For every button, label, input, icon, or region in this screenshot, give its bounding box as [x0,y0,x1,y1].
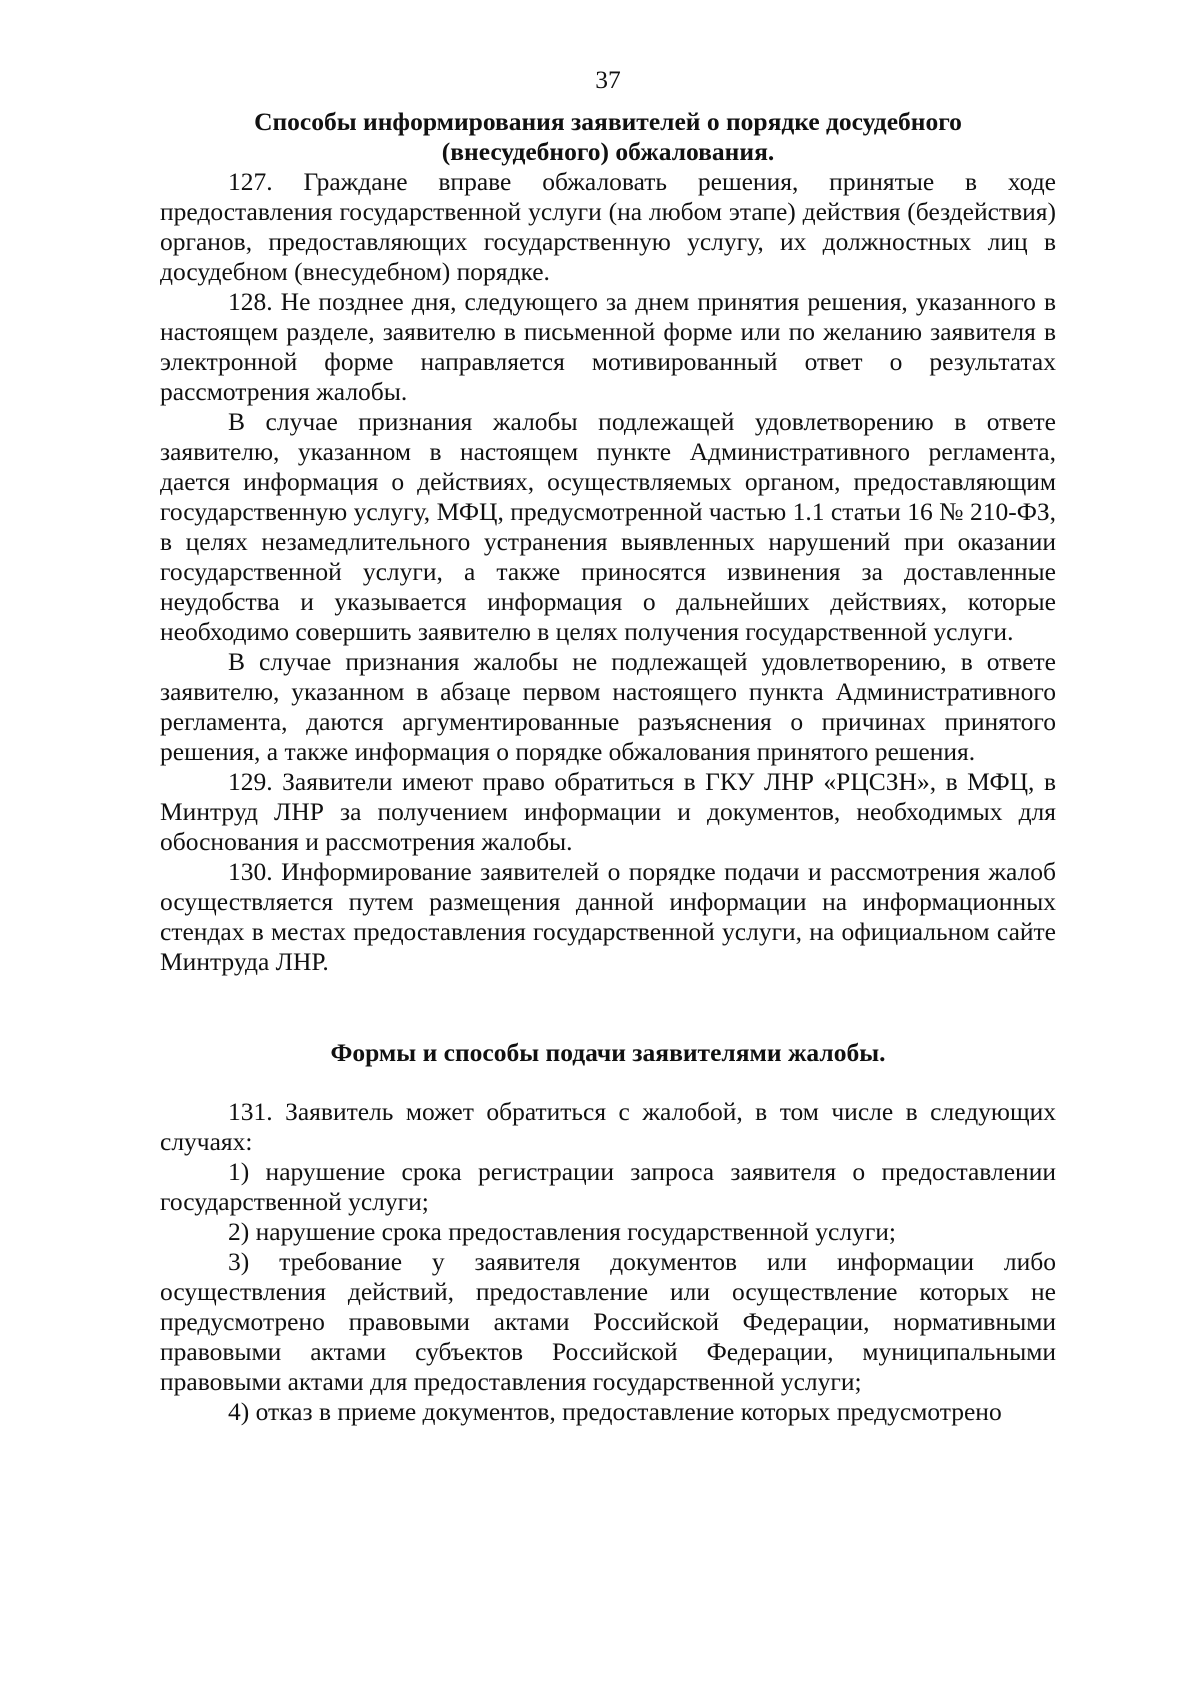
section-heading-appeal-info [160,107,1056,167]
paragraph-128: 128. Не позднее дня, следующего за днем принятия решения, указанного в настоящем разделе, заявителю в письменной форме или по желанию заявителя в электронной форме направляется мотивированный ответ о результатах рассмотрения жалобы. [160,287,1056,406]
paragraph-128-satisfied: В случае признания жалобы подлежащей удовлетворению в ответе заявителю, указанном в настоящем пункте Административного регламента, дается информация о действиях, осуществляемых органом, предоставляющим государственную услугу, МФЦ, предусмотренной частью 1.1 статьи 16 № 210-ФЗ, в целях незамедлительного устранения выявленных нарушений при оказании государственной услуги, а также приносятся извинения за доставленные неудобства и указывается информация о дальнейших действиях, которые необходимо совершить заявителю в целях получения государственной услуги. [160,407,1056,646]
paragraph-127: 127. Граждане вправе обжаловать решения, принятые в ходе предоставления государственной услуги (на любом этапе) действия (бездействия) органов, предоставляющих государственную услугу, их должностных лиц в досудебном (внесудебном) порядке. [160,167,1056,286]
paragraph-130: 130. Информирование заявителей о порядке подачи и рассмотрения жалоб осуществляется путем размещения данной информации на информационных стендах в местах предоставления государственной услуги, на официальном сайте Минтруда ЛНР. [160,857,1056,976]
section-heading-line: Способы информирования заявителей о порядке досудебного [254,107,962,136]
paragraph-128-rejected: В случае признания жалобы не подлежащей удовлетворению, в ответе заявителю, указанном в абзаце первом настоящего пункта Административного регламента, даются аргументированные разъяснения о причинах принятого решения, а также информация о порядке обжалования принятого решения. [160,647,1056,766]
section-body-appeal-info [160,167,1056,977]
list-item-3: 3) требование у заявителя документов или информации либо осуществления действий, предоставление или осуществление которых не предусмотрено правовыми актами Российской Федерации, нормативными правовыми актами субъектов Российской Федерации, муниципальными правовыми актами для предоставления государственной услуги; [160,1247,1056,1396]
list-item-4: 4) отказ в приеме документов, предоставление которых предусмотрено [228,1397,1002,1426]
paragraph-129: 129. Заявители имеют право обратиться в ГКУ ЛНР «РЦСЗН», в МФЦ, в Минтруд ЛНР за получением информации и документов, необходимых для обоснования и рассмотрения жалобы. [160,767,1056,856]
paragraph-131: 131. Заявитель может обратиться с жалобой, в том числе в следующих случаях: [160,1097,1056,1156]
list-item-2: 2) нарушение срока предоставления государственной услуги; [228,1217,897,1246]
section-heading-line: (внесудебного) обжалования. [441,137,775,166]
page-number: 37 [595,65,621,94]
section-body-complaint-forms [160,1097,1056,1427]
list-item-1: 1) нарушение срока регистрации запроса заявителя о предоставлении государственной услуги; [160,1157,1056,1216]
section-heading-complaint-forms: Формы и способы подачи заявителями жалобы. [330,1038,886,1067]
